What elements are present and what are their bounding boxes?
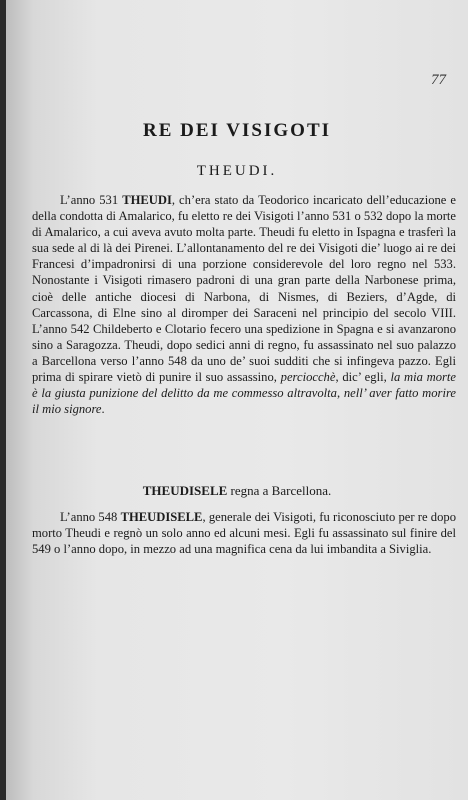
italic-quote: nell’ aver fatto morire il mio signore: [32, 386, 456, 417]
section-title-rest: regna a Barcellona.: [227, 483, 332, 498]
page-number: 77: [431, 72, 446, 88]
king-name: THEUDISELE: [120, 510, 203, 524]
paragraph-theudisele: [32, 509, 456, 557]
text-run: , ch’era stato da Teodorico incaricato dell’educazione e della condotta di Amalarico, fu eletto re dei Visigoti l’anno 531 o 532 dopo la morte di Amalarico, a cui aveva avuto molta parte. Theudi fu eletto in Ispagna e trasferì la sua sede al di là dei Pirenei. L’allontanamento del re dei Visigoti die’ luogo ai re dei Francesi d’impadronirsi di una porzione considerevole del loro regno nel 533. Nonostante i Visigoti rimasero padroni di una gran parte della Narbonese prima, cioè delle antiche diocesi di Narbona, di Nismes, di Beziers, d’Agde, di Carcassona, di Elne sino al diromper dei Saraceni nel principio del secolo VIII. L’anno 542 Childeberto e Clotario fecero una spedizione in Spagna e si avanzarono sino a Saragozza. Theudi, dopo sedici anni di regno, fu assassinato nel suo palazzo a Barcellona verso l’anno 548 da uno de’ suoi sudditi che si infingeva pazzo. Egli prima di spirare vietò di punire il suo assassino,: [32, 193, 457, 385]
text-run: L’anno 531: [60, 193, 123, 207]
book-page: [6, 0, 468, 800]
section-title-theudisele: [6, 483, 468, 499]
section-title-theudi: THEUDI.: [196, 163, 278, 179]
text-run: ,: [336, 386, 344, 401]
text-run: L’anno 548: [60, 510, 121, 524]
text-run: , dic’ egli,: [335, 370, 391, 385]
chapter-header: RE DEI VISIGOTI: [142, 120, 332, 141]
text-run: .: [101, 402, 105, 417]
king-name: THEUDI: [122, 193, 172, 207]
italic-run: perciocchè: [280, 370, 336, 385]
text-run: , generale dei Visigoti, fu riconosciuto per re dopo morto Theudi e regnò un solo anno ed alcuni mesi. Egli fu assassinato sul finire del 549 o l’anno dopo, in mezzo ad una magnifica cena da lui imbandita a Siviglia.: [32, 510, 456, 557]
section-title-name: THEUDISELE: [142, 483, 228, 498]
paragraph-theudi: [32, 192, 456, 417]
italic-quote: la mia morte è la giusta punizione del delitto da me commesso altravolta: [32, 370, 456, 401]
